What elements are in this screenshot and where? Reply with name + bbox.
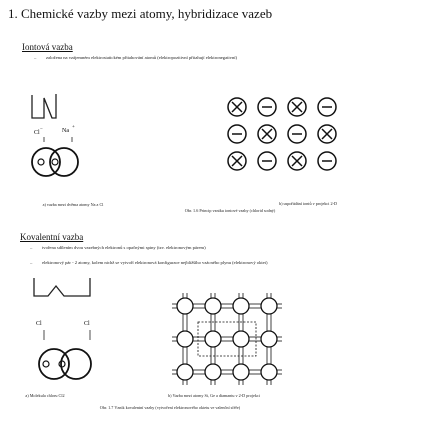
lattice-row-3	[228, 152, 336, 170]
ionic-bullet-1: založena na vzájemném elektrostatickém přitahování atomů (elektropozitivní přitahují elektronegativní)	[46, 55, 238, 60]
ionic-electron-2	[52, 159, 58, 165]
ionic-label-cl-charge: −	[40, 127, 43, 132]
covalent-section-title: Kovalentní vazba	[20, 232, 84, 242]
covalent-figure-caption: Obr. 1.7 Vznik kovalentní vazby (vytvoření elektronového oktetu ve valenční sféře)	[99, 405, 241, 410]
covalent-bullet-2: elektronový pár - 2 atomy, kolem nichž se vytvoří elektronová konfigurace nejbližšího vzácného plynu (elektronový oktet)	[42, 260, 268, 265]
ionic-lattice	[228, 98, 336, 170]
network-octet-box	[198, 322, 256, 356]
ionic-atom-cl	[32, 148, 60, 176]
covalent-caption-a: a) Molekula chloru Cl2	[25, 393, 65, 398]
ionic-electron-1	[38, 159, 44, 165]
ionic-atom-na	[50, 148, 78, 176]
covalent-label-cl-right: Cl	[84, 321, 90, 327]
covalent-bullet-mark-2: –	[30, 260, 33, 265]
covalent-caption-b: b) Vazba mezi atomy Si, Ge a diamantu v 2-D projekci	[168, 393, 260, 398]
ionic-caption-a: a) vazba mezi dvěma atomy Na a Cl	[42, 202, 104, 207]
covalent-bullet-1: tvořena sdílením dvou vazebných elektronů s opačnými spiny (tzv. elektronovým párem)	[42, 245, 206, 250]
covalent-sharing-curve	[34, 278, 90, 296]
network-bonds	[172, 293, 282, 385]
ionic-figure-caption: Obr. 1.6 Princip vzniku iontové vazby (chlorid sodný)	[184, 208, 276, 213]
lattice-row-2	[228, 125, 336, 143]
ionic-label-na: Na	[62, 128, 69, 134]
lattice-row-1	[228, 98, 336, 116]
ionic-section-title: Iontová vazba	[22, 42, 73, 52]
covalent-bullet-mark-1: –	[30, 245, 33, 250]
page-title: 1. Chemické vazby mezi atomy, hybridizace vazeb	[8, 6, 273, 21]
ionic-caption-b: b) uspořádání iontů v projekci 2-D	[278, 201, 338, 206]
ionic-transfer-arrow	[44, 98, 52, 118]
covalent-label-cl-left: Cl	[36, 321, 42, 327]
network-atoms	[177, 298, 277, 380]
ionic-bullet-mark: –	[34, 55, 37, 60]
ionic-label-na-charge: +	[72, 125, 75, 130]
covalent-network	[172, 293, 282, 385]
ionic-transfer-curve	[32, 94, 56, 118]
ionic-label-cl: Cl	[34, 130, 40, 136]
covalent-electron-1	[43, 361, 49, 367]
